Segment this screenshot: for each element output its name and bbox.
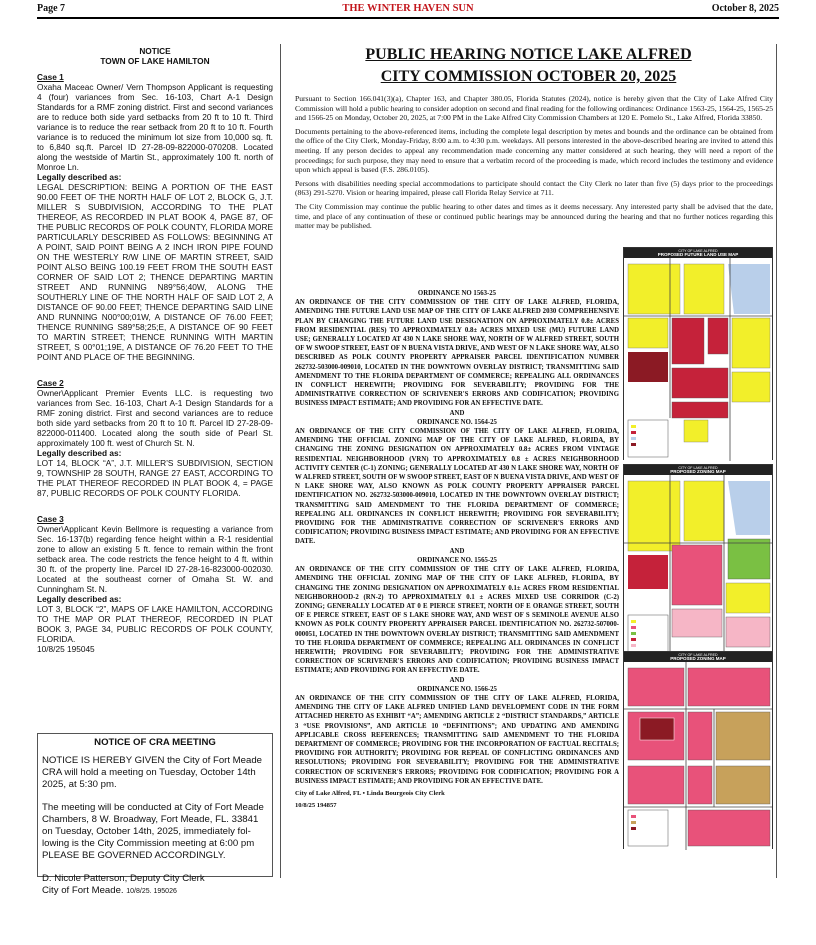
case-3-title: Case 3 — [37, 514, 64, 524]
future-land-use-map — [623, 247, 773, 460]
publication-name: THE WINTER HAVEN SUN — [342, 3, 474, 14]
cra-ref: 10/8/25. 195026 — [126, 888, 177, 895]
cra-meeting-notice — [37, 733, 273, 896]
ordinance-1565-body: AN ORDINANCE OF THE CITY COMMISSION OF THE CITY OF LAKE ALFRED, FLORIDA, AMENDING THE OFFICIAL ZONING MAP OF THE CITY OF LAKE ALFRED, FLORIDA, BY CHANGING THE ZONING DESIGNATION ON APPROXIMATELY 0.1± ACRES FROM RESIDENTIAL NEIGHBORHOOD-2 (RN-2) TO APPROXIMATELY 0.1 ± ACRES MIXED USE CORRIDOR (C-2) ZONING; GENERALLY LOCATED AT 0 E PIERCE STREET, NORTH OF E ORANGE STREET, SOUTH OF E PIERCE STREET, EAST OF S LAKE SHORE WAY, AND WEST OF S SEMINOLE AVENUE ALSO KNOWN AS POLK COUNTY PROPERTY APPRAISER PARCEL IDENTIFICATION NO. 262732-507000-000051, LOCATED IN THE DOWNTOWN OVERLAY DISTRICT; TRANSMITTING SAID AMENDMENT TO THE FLORIDA DEPARTMENT OF COMMERCE; REPEALING ALL ORDINANCES IN CONFLICT HEREWITH; PROVIDING FOR SEVERABILITY; PROVIDING FOR THE ADMINISTRATIVE CORRECTION OF SCRIVENER'S ERRORS AND CODIFICATION; PROVIDING BUSINESS IMPACT ESTIMATE; AND PROVIDING FOR AN EFFECTIVE DATE. — [295, 566, 619, 675]
future-land-use-graphic — [624, 258, 772, 461]
page-header — [37, 3, 779, 19]
intro-paragraph: Pursuant to Section 166.041(3)(a), Chapter 163, and Chapter 380.05, Florida Statutes (2024), notice is hereby given that the City of Lake Alfred City Commission will hold a public hearing to consider adoption on second and final reading for the following ordinances: Ordinance 1563-25, 1564-25, 1565-25 and 1566-25 on Monday, October 20, 2025, at 7:00 PM in the Lake Alfred City Commission Chambers at 120 E. Pomelo St., Lake Alfred, Florida 33850. — [295, 94, 773, 123]
case-2-title: Case 2 — [37, 378, 64, 388]
cra-title: NOTICE OF CRA MEETING — [94, 737, 216, 748]
ordinance-1565-title: ORDINANCE NO. 1565-25 — [417, 556, 497, 564]
ordinance-1563-title: ORDINANCE NO 1563-25 — [417, 290, 497, 297]
lake-hamilton-notice — [37, 46, 273, 654]
documents-paragraph: Documents pertaining to the above-referenced items, including the complete legal description by metes and bounds and the ordinance can be obtained from the office of the City Clerk, Monday-Friday, 8:00 a.m. to 4:30 p.m. weekdays. All persons interested in the above-described hearing are invited to attend this meeting. If any person decides to appeal any recommendation made concerning any matter considered at such hearing, they will need a report of the proceedings; for such purpose, they may need to ensure that a verbatim record of the proceeding is made, which record includes the testimony and evidence upon which appeal is based (F.S. 286.0105). — [295, 126, 773, 175]
lake-alfred-title: PUBLIC HEARING NOTICE LAKE ALFRED — [365, 46, 692, 63]
ordinance-1564-body: AN ORDINANCE OF THE CITY COMMISSION OF THE CITY OF LAKE ALFRED, FLORIDA, AMENDING THE OFFICIAL ZONING MAP OF THE CITY OF LAKE ALFRED, FLORIDA, BY CHANGING THE ZONING DESIGNATION ON APPROXIMATELY 0.8± ACRES FROM VINTAGE RESIDENTIAL NEIGHBORHOOD (VRN) TO APPROXIMATELY 0.8 ± ACRES NEIGHBORHOOD ACTIVITY CENTER (C-1) ZONING; GENERALLY LOCATED AT 430 N LAKE SHORE WAY, NORTH OF W ALFRED STREET, SOUTH OF W SWOOP STREET, EAST OF N BUENA VISTA DRIVE, AND WEST OF N LAKE SHORE WAY, ALSO KNOWN AS POLK COUNTY PROPERTY APPRAISER PARCEL IDENTIFICATION NO. 262732-503000-009010, LOCATED IN THE DOWNTOWN OVERLAY DISTRICT; TRANSMITTING SAID AMENDMENT TO THE FLORIDA DEPARTMENT OF COMMERCE; REPEALING ALL ORDINANCES IN CONFLICT HEREWITH; PROVIDING FOR SEVERABILITY; PROVIDING FOR THE ADMINISTRATIVE CORRECTION OF SCRIVENER'S ERRORS AND CODIFICATION; PROVIDING BUSINESS IMPACT ESTIMATE; AND PROVIDING FOR AN EFFECTIVE DATE. — [295, 428, 619, 546]
cra-signature: D. Nicole Patterson, Deputy City Clerk City of Fort Meade. 10/8/25. 195026 — [42, 873, 205, 896]
cra-paragraph-1: NOTICE IS HEREBY GIVEN the City of Fort Meade CRA will hold a meeting on Tuesday, October 14th 2025, at 5:30 pm. — [42, 755, 263, 790]
issue-date: October 8, 2025 — [711, 3, 779, 14]
map-header: CITY OF LAKE ALFRED PROPOSED ZONING MAP — [624, 465, 772, 475]
ordinance-1566-title: ORDINANCE NO. 1566-25 — [417, 685, 497, 693]
accommodation-paragraph: Persons with disabilities needing special accommodations to participate should contact the City Clerk no later than five (5) days prior to the proceedings (863) 291-5270. Vision or hearing impaired, please call Florida Relay Service at 711. — [295, 178, 773, 198]
zoning-map-2-graphic — [624, 662, 772, 850]
map-header: CITY OF LAKE ALFRED PROPOSED ZONING MAP — [624, 652, 772, 662]
case-1-legal-label: Legally described as: — [37, 172, 122, 182]
lake-alfred-notice — [280, 44, 777, 878]
map-header: CITY OF LAKE ALFRED PROPOSED FUTURE LAND USE MAP — [624, 248, 772, 258]
case-1-title: Case 1 — [37, 72, 64, 82]
ordinances — [295, 289, 619, 810]
ordinance-1566-body: AN ORDINANCE OF THE CITY COMMISSION OF THE CITY OF LAKE ALFRED, FLORIDA, AMENDING THE CITY OF LAKE ALFRED UNIFIED LAND DEVELOPMENT CODE IN THE FORM ATTACHED HERETO AS EXHIBIT “A”; AMENDING ARTICLE 2 “DISTRICT STANDARDS,” ARTICLE 3 “USE PROVISIONS”, AND ARTICLE 10 “DEFINITIONS”; AND UPDATING AND AMENDING APPLICABLE CROSS REFERENCES; TRANSMITTING SAID AMENDMENT TO THE FLORIDA DEPARTMENT OF COMMERCE; PROVIDING FOR THE INCORPORATION OF FACTUAL RECITALS; PROVIDING FOR AUTHORITY; PROVIDING FOR REPEAL OF CONFLICTING ORDINANCES AND RESOLUTIONS; PROVIDING FOR SEVERABILITY; PROVIDING FOR THE ADMINISTRATIVE CORRECTION OF SCRIVENER'S ERRORS; PROVIDING FOR CODIFICATION; PROVIDING FOR A BUSINESS IMPACT ESTIMATE; AND PROVIDING FOR AN EFFECTIVE DATE. — [295, 694, 619, 785]
case-2-legal-label: Legally described as: — [37, 448, 122, 458]
and-separator: AND — [449, 547, 465, 555]
and-separator: AND — [449, 409, 465, 417]
cra-paragraph-2: The meeting will be conducted at City of Fort Meade Chambers, 8 W. Broadway, Fort Meade, FL. 33841 on Tuesday, October 14th, 2025, immediately fol- lowing is the City Commission meeting at 6:00 pm PLEASE BE GOVERNED ACCORDINGLY. — [42, 802, 264, 861]
notice-subtitle: TOWN OF LAKE HAMILTON — [100, 56, 210, 66]
notice-title: NOTICE — [139, 46, 171, 56]
zoning-map-2 — [623, 651, 773, 849]
lake-alfred-ref: 10/8/25 194857 — [295, 802, 337, 810]
case-3-body: Owner\Applicant Kevin Bellmore is requesting a variance from Sec. 16-137(b) regarding fence height within a R-1 residential zone to allow an existing 5 ft. fence to remain within the front setback area. The code restricts the fence height to 4 ft. within 30 ft. of the property line. Parcel ID 27-28-16-823000-002030. Located at the southeast corner of Omaha St. W. and Cunningham St. N. — [37, 524, 273, 594]
zoning-map-1 — [623, 464, 773, 664]
lake-alfred-intro — [295, 94, 773, 235]
zoning-map-1-graphic — [624, 475, 772, 665]
and-separator: AND — [449, 676, 465, 684]
case-1-legal: LEGAL DESCRIPTION: BEING A PORTION OF THE EAST 90.00 FEET OF THE NORTH HALF OF LOT 2, BLOCK G, J.T. MILLER S SUBDIVISION, ACCORDING TO THE PLAT THEREOF, AS RECORDED IN PLAT BOOK 4, PAGE 87, OF THE PUBLIC RECORDS OF POLK COUNTY, FLORIDA MORE PARTICULARLY DESCRIBED AS FOLLOWS: BEGINNING AT A POINT, SAID POINT BEING A 2 INCH IRON PIPE FOUND ON THE WESTERLY R/W LINE OF MARTIN STREET, SAID POINT ALSO BEING 100.19 FEET FROM THE SOUTH EAST CORNER OF SAID LOT 2; THENCE DEPARTING MARTIN STREET AND RUNNING N89°56;40W, ALONG THE SOUTHERLY LINE OF THE NORTH HALF OF SAID LOT 2, A DISTANCE OF 90.00 FEET; THENCE DEPARTING SAID LINE AND RUNNING N00°00;01W, A DISTANCE OF 76.00 FEET; THENCE RUNNING S89°58;25;E, A DISTANCE OF 90 FEET TO MARTIN STREET; THENCE RUNNING WITH MARTIN STREET, S 00°01;19E, A DISTANCE OF 76.20 FEET TO THE POINT AND PLACE OF THE BEGINNING. — [37, 182, 273, 362]
case-1-body: Oxaha Maceac Owner/ Vern Thompson Applicant is requesting 4 (four) variances from Sec. 16-103, Chart A-1 Design Standards for a RMF zoning district. First and second variances are to reduce both side yard setbacks from 20 ft to 10 ft. Third variance is to reduce the rear setback from 20 ft to 10 ft. Fourth variance is to reduced the minimum lot size from 10,000 sq. ft. to 6,840 sq.ft. Parcel ID 27-28-09-822000-070208. Located along the westside of Martin St., approximately 100 ft. north of Monroe Ln. — [37, 82, 273, 172]
continuation-paragraph: The City Commission may continue the public hearing to other dates and times as it deems necessary. Any interested party shall be advised that the date, time, and place of any continuation of these or continued public hearings may be announced during the hearing and that no further notices regarding this matter may be published. — [295, 201, 773, 231]
ordinance-1563-body: AN ORDINANCE OF THE CITY COMMISSION OF THE CITY OF LAKE ALFRED, FLORIDA, AMENDING THE FUTURE LAND USE MAP OF THE CITY OF LAKE ALFRED 2030 COMPREHENSIVE PLAN BY CHANGING THE FUTURE LAND USE DESIGNATION ON APPROXIMATELY 0.8± ACRES FROM RESIDENTIAL (RES) TO APPROXIMATELY 0.8± ACRES MIXED USE (MU) FUTURE LAND USE; GENERALLY LOCATED AT 430 N LAKE SHORE WAY, NORTH OF W ALFRED STREET, SOUTH OF W SWOOP STREET, EAST OF N BUENA VISTA DRIVE, AND WEST OF N LAKE SHORE WAY, ALSO DESCRIBED AS POLK COUNTY PROPERTY APPRAISER PARCEL IDENTIFICATION NUMBER 262732-503000-009010, LOCATED IN THE DOWNTOWN OVERLAY DISTRICT; TRANSMITTING SAID AMENDMENT TO THE FLORIDA DEPARTMENT OF COMMERCE; REPEALING ALL ORDINANCES IN CONFLICT HEREWITH; PROVIDING FOR SEVERABILITY; PROVIDING FOR THE ADMINISTRATIVE CORRECTION OF SCRIVENER'S ERRORS AND CODIFICATION; PROVIDING BUSINESS IMPACT ESTIMATE; AND PROVIDING FOR AN EFFECTIVE DATE. — [295, 299, 619, 408]
page-number: Page 7 — [37, 3, 66, 14]
case-2-body: Owner\Applicant Premier Events LLC. is requesting two variances from Sec. 16-103, Chart A-1 Design Standards for a RMF zoning district. First and second variances are to reduce both side yard setbacks from 20 ft to 10 ft. Parcel ID 27-28-09-822000-011400. Located along the south side of Pearl St. approximately 100 ft. west of Church St. N. — [37, 388, 273, 448]
clerk-signature: City of Lake Alfred, FL • Linda Bourgeois City Clerk — [295, 789, 445, 797]
lake-alfred-subtitle: CITY COMMISSION OCTOBER 20, 2025 — [380, 68, 677, 85]
case-2-legal: LOT 14, BLOCK “A”, J.T. MILLER’S SUBDIVISION, SECTION 9, TOWNSHIP 28 SOUTH, RANGE 27 EAST, ACCORDING TO THE PLAT THEREOF RECORDED IN PLAT BOOK 4, = PAGE 87, PUBLIC RECORDS OF POLK COUNTY FLORIDA. — [37, 458, 273, 498]
ordinance-1564-title: ORDINANCE NO. 1564-25 — [417, 418, 497, 426]
case-3-legal-label: Legally described as: — [37, 594, 122, 604]
case-3-legal: LOT 3, BLOCK “2”, MAPS OF LAKE HAMILTON, ACCORDING TO THE MAP OR PLAT THEREOF, RECORDED IN PLAT BOOK 3, PAGE 34, PUBLIC RECORDS OF POLK COUNTY, FLORIDA. — [37, 604, 273, 644]
notice-footer: 10/8/25 195045 — [37, 644, 95, 654]
